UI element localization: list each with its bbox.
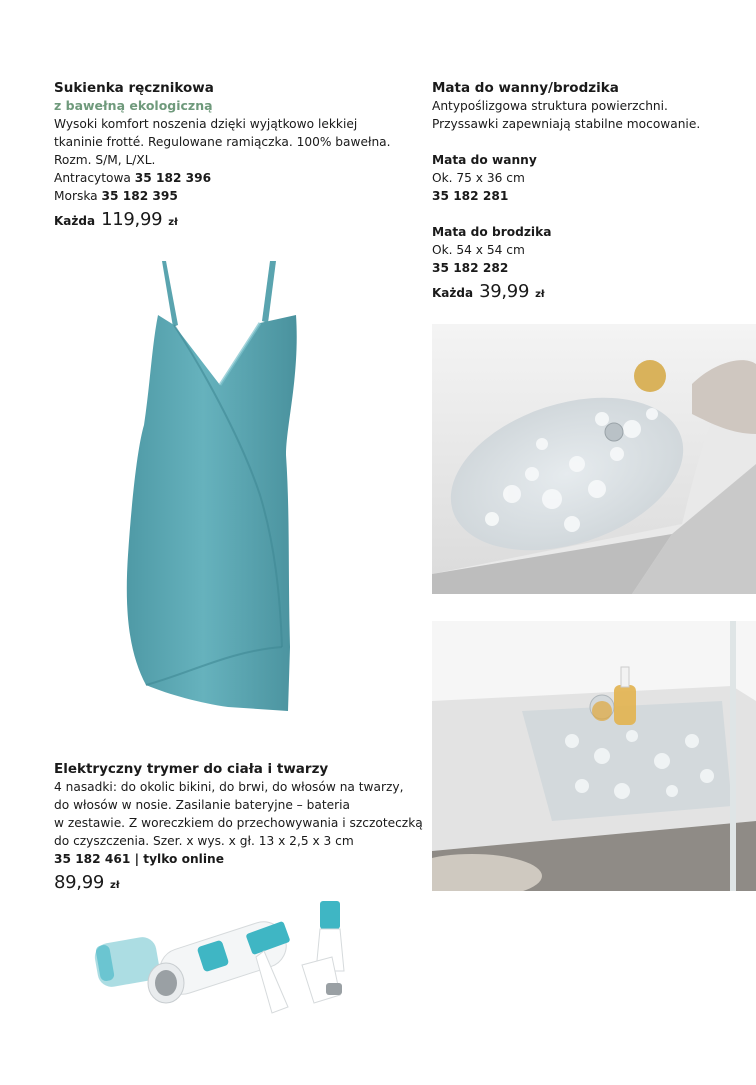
trimmer-code-line — [54, 850, 434, 868]
towel-dress-desc-line: Rozm. S/M, L/XL. — [54, 153, 156, 167]
bath-mat-option-name: Mata do brodzika — [432, 225, 552, 239]
separator: | — [134, 852, 140, 866]
trimmer-block — [54, 760, 434, 893]
bath-mat-option-size: Ok. 75 x 36 cm — [432, 171, 525, 185]
towel-dress-desc-line: tkaninie frotté. Regulowane ramiączka. 100% bawełna. — [54, 135, 391, 149]
price-value: 119,99 — [101, 209, 163, 230]
towel-dress-desc-line: Wysoki komfort noszenia dzięki wyjątkowo lekkiej — [54, 117, 358, 131]
trimmer-title: Elektryczny trymer do ciała i twarzy — [54, 761, 329, 777]
bath-mat-option-name: Mata do wanny — [432, 153, 537, 167]
towel-dress-title: Sukienka ręcznikowa — [54, 80, 214, 96]
towel-dress-price — [54, 209, 414, 230]
bath-mat-price — [432, 281, 732, 302]
variant-code: 35 182 395 — [101, 189, 178, 203]
towel-dress-variant — [54, 187, 414, 205]
bath-mat-option-code: 35 182 281 — [432, 189, 509, 203]
towel-dress-block — [54, 79, 414, 230]
bath-mat-desc-line: Przyssawki zapewniają stabilne mocowanie. — [432, 117, 701, 131]
trimmer-desc-line: do włosów w nosie. Zasilanie bateryjne – bateria — [54, 798, 350, 812]
price-label: Każda — [432, 286, 474, 300]
bath-mat-option-code: 35 182 282 — [432, 261, 509, 275]
shower-tray-mat-photo-icon — [432, 621, 756, 891]
bathtub-mat-photo-icon — [432, 324, 756, 594]
trimmer-desc-line: 4 nasadki: do okolic bikini, do brwi, do włosów na twarzy, — [54, 780, 404, 794]
trimmer-desc-line: w zestawie. Z woreczkiem do przechowywania i szczoteczką — [54, 816, 423, 830]
price-label: Każda — [54, 214, 96, 228]
towel-dress-variant — [54, 169, 414, 187]
price-currency: zł — [168, 217, 178, 228]
trimmer-price — [54, 872, 434, 893]
variant-code: 35 182 396 — [134, 171, 212, 185]
trimmer-set-illustration-icon — [88, 895, 368, 1035]
variant-name: Antracytowa — [54, 171, 131, 185]
variant-name: Morska — [54, 189, 98, 203]
price-value: 39,99 — [479, 281, 530, 302]
towel-dress-illustration-icon — [110, 255, 330, 715]
bath-mat-block — [432, 79, 732, 302]
trimmer-code: 35 182 461 — [54, 852, 131, 866]
bath-mat-desc-line: Antypoślizgowa struktura powierzchni. — [432, 99, 668, 113]
price-currency: zł — [535, 289, 545, 300]
towel-dress-subtitle: z bawełną ekologiczną — [54, 98, 213, 113]
trimmer-desc-line: do czyszczenia. Szer. x wys. x gł. 13 x 2,5 x 3 cm — [54, 834, 354, 848]
online-note: tylko online — [143, 852, 224, 866]
bath-mat-title: Mata do wanny/brodzika — [432, 80, 619, 96]
bath-mat-option-size: Ok. 54 x 54 cm — [432, 243, 525, 257]
price-value: 89,99 — [54, 872, 105, 893]
price-currency: zł — [110, 880, 120, 891]
